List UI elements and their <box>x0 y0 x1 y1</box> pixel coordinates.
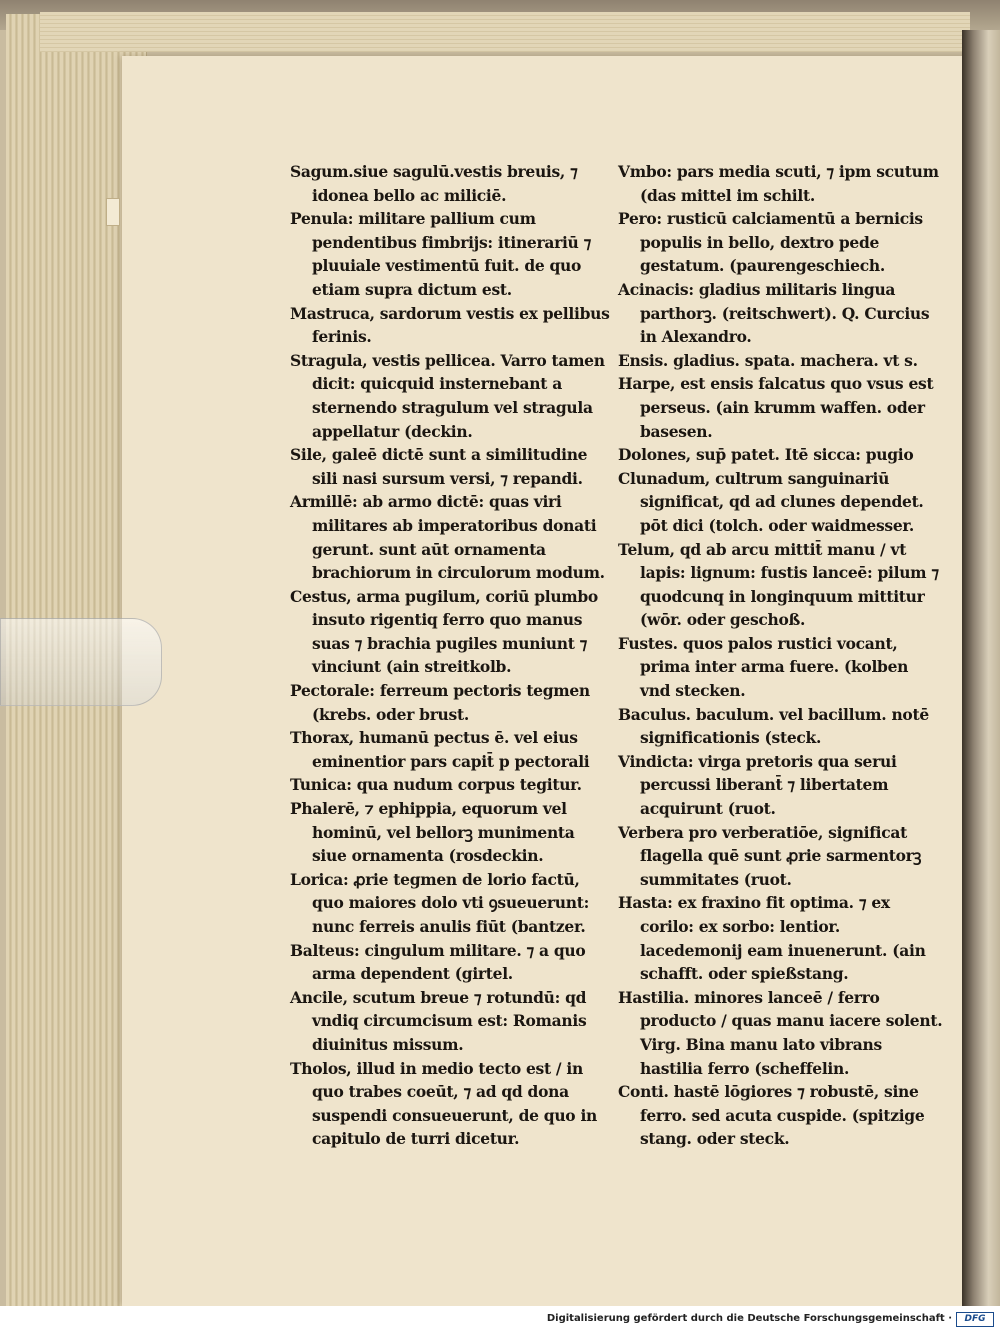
entry-left: Cestus, arma pugilum, coriū plumbo insuto rigentiq ferro quo manus suas ⁊ brachia pugiles muniunt ⁊ vinciunt (ain streitkolb. <box>290 586 598 677</box>
entry-right: Verbera pro verberatiōe, significat flagella quē sunt ꝓrie sarmentorꝫ summitates (ruot. <box>618 822 922 889</box>
entry-left: Tholos, illud in medio tecto est / in quo trabes coeūt, ⁊ ad qd dona suspendi consueuerunt, de quo in capitulo de turri dicetur. <box>290 1058 597 1149</box>
entry-left: Penula: militare pallium cum pendentibus fimbrijs: itinerariū ⁊ pluuiale vestimentū fuit. de quo etiam supra dictum est. <box>290 209 592 299</box>
funding-credit: Digitalisierung gefördert durch die Deutsche Forschungsgemeinschaft · <box>546 1313 952 1324</box>
entry-right: Hastilia. minores lanceē / ferro producto / quas manu iacere solent. Virg. Bina manu lato vibrans hastilia ferro (scheffelin. <box>618 987 943 1078</box>
entry-left: Tunica: qua nudum corpus tegitur. <box>290 775 582 795</box>
entry-right: Fustes. quos palos rustici vocant, prima inter arma fuere. (kolben vnd stecken. <box>618 633 909 701</box>
entry-right: Vindicta: virga pretoris qua serui percussi liberant̄ ⁊ libertatem acquirunt (ruot. <box>618 751 897 819</box>
entry-right: Acinacis: gladius militaris lingua parthorꝫ. (reitschwert). Q. Curcius in Alexandro. <box>618 279 930 347</box>
book-spine <box>962 30 1000 1306</box>
entry-left: Armillē: ab armo dictē: quas viri militares ab imperatoribus donati gerunt. sunt aūt ornamenta brachiorum in circulorum modum. <box>290 492 605 583</box>
page-clip <box>0 618 162 706</box>
entry-left: Sile, galeē dictē sunt a similitudine sili nasi sursum versi, ⁊ repandi. <box>290 445 588 488</box>
entry-right: Baculus. baculum. vel bacillum. notē significationis (steck. <box>618 704 929 748</box>
text-column-right <box>618 160 943 1151</box>
entry-right: Ensis. gladius. spata. machera. vt s. <box>618 350 918 370</box>
entry-right: Harpe, est ensis falcatus quo vsus est perseus. (ain krumm waffen. oder basesen. <box>618 374 934 441</box>
entry-left: Thorax, humanū pectus ē. vel eius eminentior pars capit̄ p pectorali <box>290 728 590 771</box>
page-top-edge <box>40 12 970 52</box>
entry-left: Stragula, vestis pellicea. Varro tamen dicit: quicquid insternebant a sternendo stragulum vel stragula appellatur (deckin. <box>290 350 605 441</box>
entry-right: Clunadum, cultrum sanguinariū significat, qd ad clunes dependet. pōt dici (tolch. oder waidmesser. <box>618 468 924 535</box>
text-column-left <box>290 160 610 1151</box>
entry-left: Ancile, scutum breue ⁊ rotundū: qd vndiq circumcisum est: Romanis diuinitus missum. <box>290 987 587 1054</box>
entry-right: Hasta: ex fraxino fit optima. ⁊ ex corilo: ex sorbo: lentior. lacedemonij eam inuenerunt. (ain schafft. oder spießstang. <box>618 893 926 984</box>
entry-right: Telum, qd ab arcu mittit̄ manu / vt lapis: lignum: fustis lanceē: pilum ⁊ quodcunq in longinquum mittitur (wōr. oder geschoß. <box>618 539 939 630</box>
entry-left: Phalerē, ⁊ ephippia, equorum vel hominū, vel bellorꝫ munimenta siue ornamenta (rosdeckin. <box>290 799 575 866</box>
entry-right: Dolones, sup̄ patet. Itē sicca: pugio <box>618 445 914 465</box>
entry-right: Conti. hastē lōgiores ⁊ robustē, sine ferro. sed acuta cuspide. (spitzige stang. oder steck. <box>618 1082 925 1149</box>
entry-left: Lorica: ꝓrie tegmen de lorio factū, quo maiores dolo vti ꝯsueuerunt: nunc ferreis anulis fiūt (bantzer. <box>290 869 589 936</box>
entry-left: Sagum.siue sagulū.vestis breuis, ⁊ idonea bello ac miliciē. <box>290 162 578 205</box>
entry-right: Pero: rusticū calciamentū a bernicis populis in bello, dextro pede gestatum. (paurengeschiech. <box>618 209 923 276</box>
dfg-logo: DFG <box>956 1312 994 1327</box>
entry-left: Balteus: cingulum militare. ⁊ a quo arma dependent (girtel. <box>290 940 586 984</box>
entry-left: Mastruca, sardorum vestis ex pellibus ferinis. <box>290 303 610 347</box>
entry-left: Pectorale: ferreum pectoris tegmen (krebs. oder brust. <box>290 681 590 724</box>
page-tab-marker <box>106 198 120 226</box>
footer-bar <box>0 1306 1000 1331</box>
entry-right: Vmbo: pars media scuti, ⁊ ipm scutum (das mittel im schilt. <box>618 162 939 205</box>
